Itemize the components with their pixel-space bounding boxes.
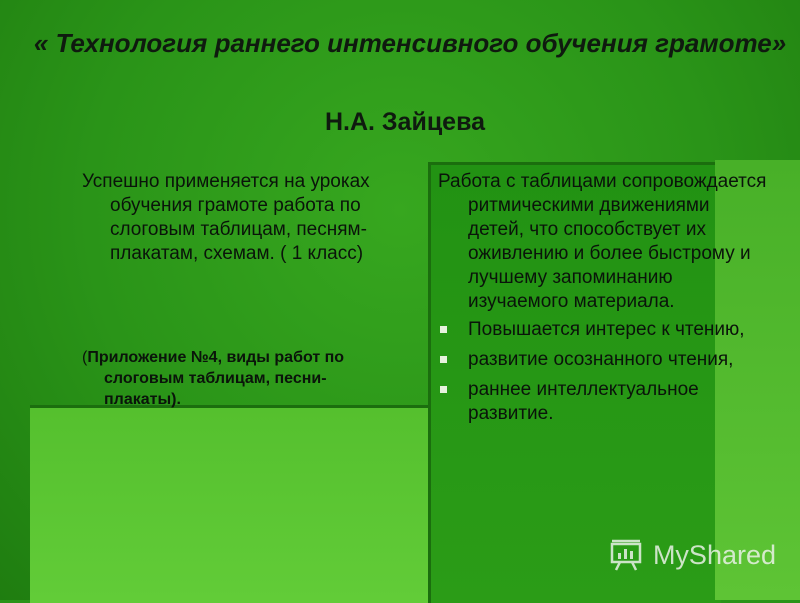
left-lead-text: Успешно применяется на уроках обучения грамоте работа по слоговым таблицам, песням-плакатам, схемам. ( 1 класс) — [82, 171, 370, 264]
list-item: Повышается интерес к чтению, — [438, 318, 768, 342]
right-lead-text: Работа с таблицами сопровождается ритмическими движениями детей, что способствует их оживлению и более быстрому и лучшему запоминанию изучаемого материала. — [438, 171, 767, 312]
left-decor-panel — [30, 405, 430, 603]
left-column — [82, 170, 402, 266]
slide-title: « Технология раннего интенсивного обучения грамоте» — [33, 28, 787, 58]
square-bullet-icon — [440, 356, 447, 363]
left-note-bold: Приложение №4, виды работ по слоговым таблицам, песни-плакаты). — [87, 349, 345, 408]
right-column — [438, 170, 768, 432]
slide-author: Н.А. Зайцева — [324, 108, 486, 136]
square-bullet-icon — [440, 386, 447, 393]
presentation-board-icon — [609, 538, 647, 572]
square-bullet-icon — [440, 326, 447, 333]
right-bullet-list — [438, 318, 768, 426]
watermark-text: MyShared — [652, 539, 776, 570]
left-note-open: ( — [82, 349, 88, 366]
list-item: раннее интеллектуальное развитие. — [438, 378, 768, 426]
watermark — [609, 538, 776, 572]
left-note — [82, 347, 402, 410]
list-item: развитие осознанного чтения, — [438, 348, 768, 372]
